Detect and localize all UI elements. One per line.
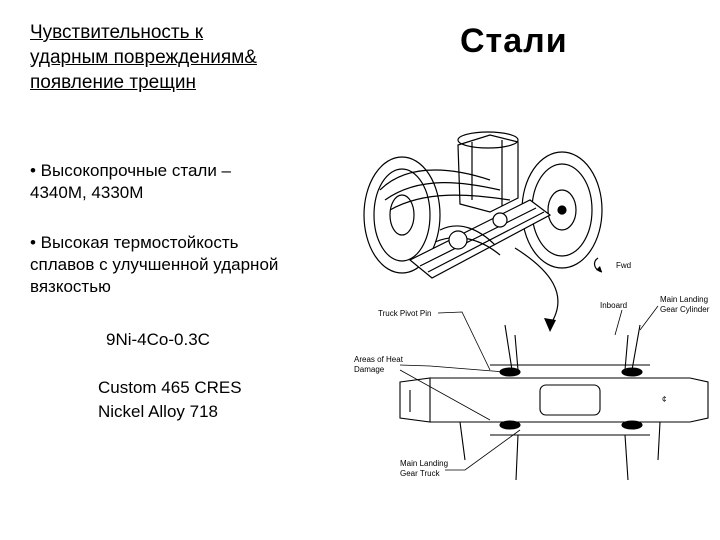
subtitle-line-1: Чувствительность к (30, 22, 204, 43)
bullet-1-line-1: • Высокопрочные стали – (30, 161, 231, 180)
alloy-custom-465: Custom 465 CRES (98, 378, 242, 397)
label-fwd: Fwd (616, 261, 632, 270)
slide-title: Стали (460, 22, 568, 60)
label-gear-cylinder-1: Main Landing (660, 295, 709, 304)
label-inboard: Inboard (600, 301, 628, 310)
figure-labels (354, 295, 710, 478)
bullet-2-line-1: • Высокая термостойкость (30, 233, 239, 252)
label-heat-damage-2: Damage (354, 365, 385, 374)
label-gear-truck-1: Main Landing (400, 459, 449, 468)
alloy-nickel-718: Nickel Alloy 718 (98, 402, 219, 421)
bullet-2-line-2: сплавов с улучшенной ударной (30, 255, 279, 274)
label-truck-pivot-pin: Truck Pivot Pin (378, 309, 432, 318)
label-centerline: ¢ (662, 395, 667, 404)
slide-subtitle (30, 20, 330, 95)
subtitle-line-3: появление трещин (30, 72, 196, 93)
subtitle-line-2: ударным повреждениям& (30, 47, 257, 68)
bullet-high-strength-steels (30, 160, 330, 204)
alloy-9ni-4co: 9Ni-4Co-0.3C (106, 330, 210, 349)
bullet-1-line-2: 4340M, 4330M (30, 183, 144, 202)
fwd-indicator (595, 258, 632, 272)
label-gear-truck-2: Gear Truck (400, 469, 440, 478)
landing-gear-sketch (364, 132, 602, 278)
landing-gear-figure (340, 120, 715, 500)
bullet-2-line-3: вязкостью (30, 277, 111, 296)
label-heat-damage-1: Areas of Heat (354, 355, 403, 364)
bullet-heat-resistance (30, 232, 330, 298)
label-gear-cylinder-2: Gear Cylinder (660, 305, 710, 314)
